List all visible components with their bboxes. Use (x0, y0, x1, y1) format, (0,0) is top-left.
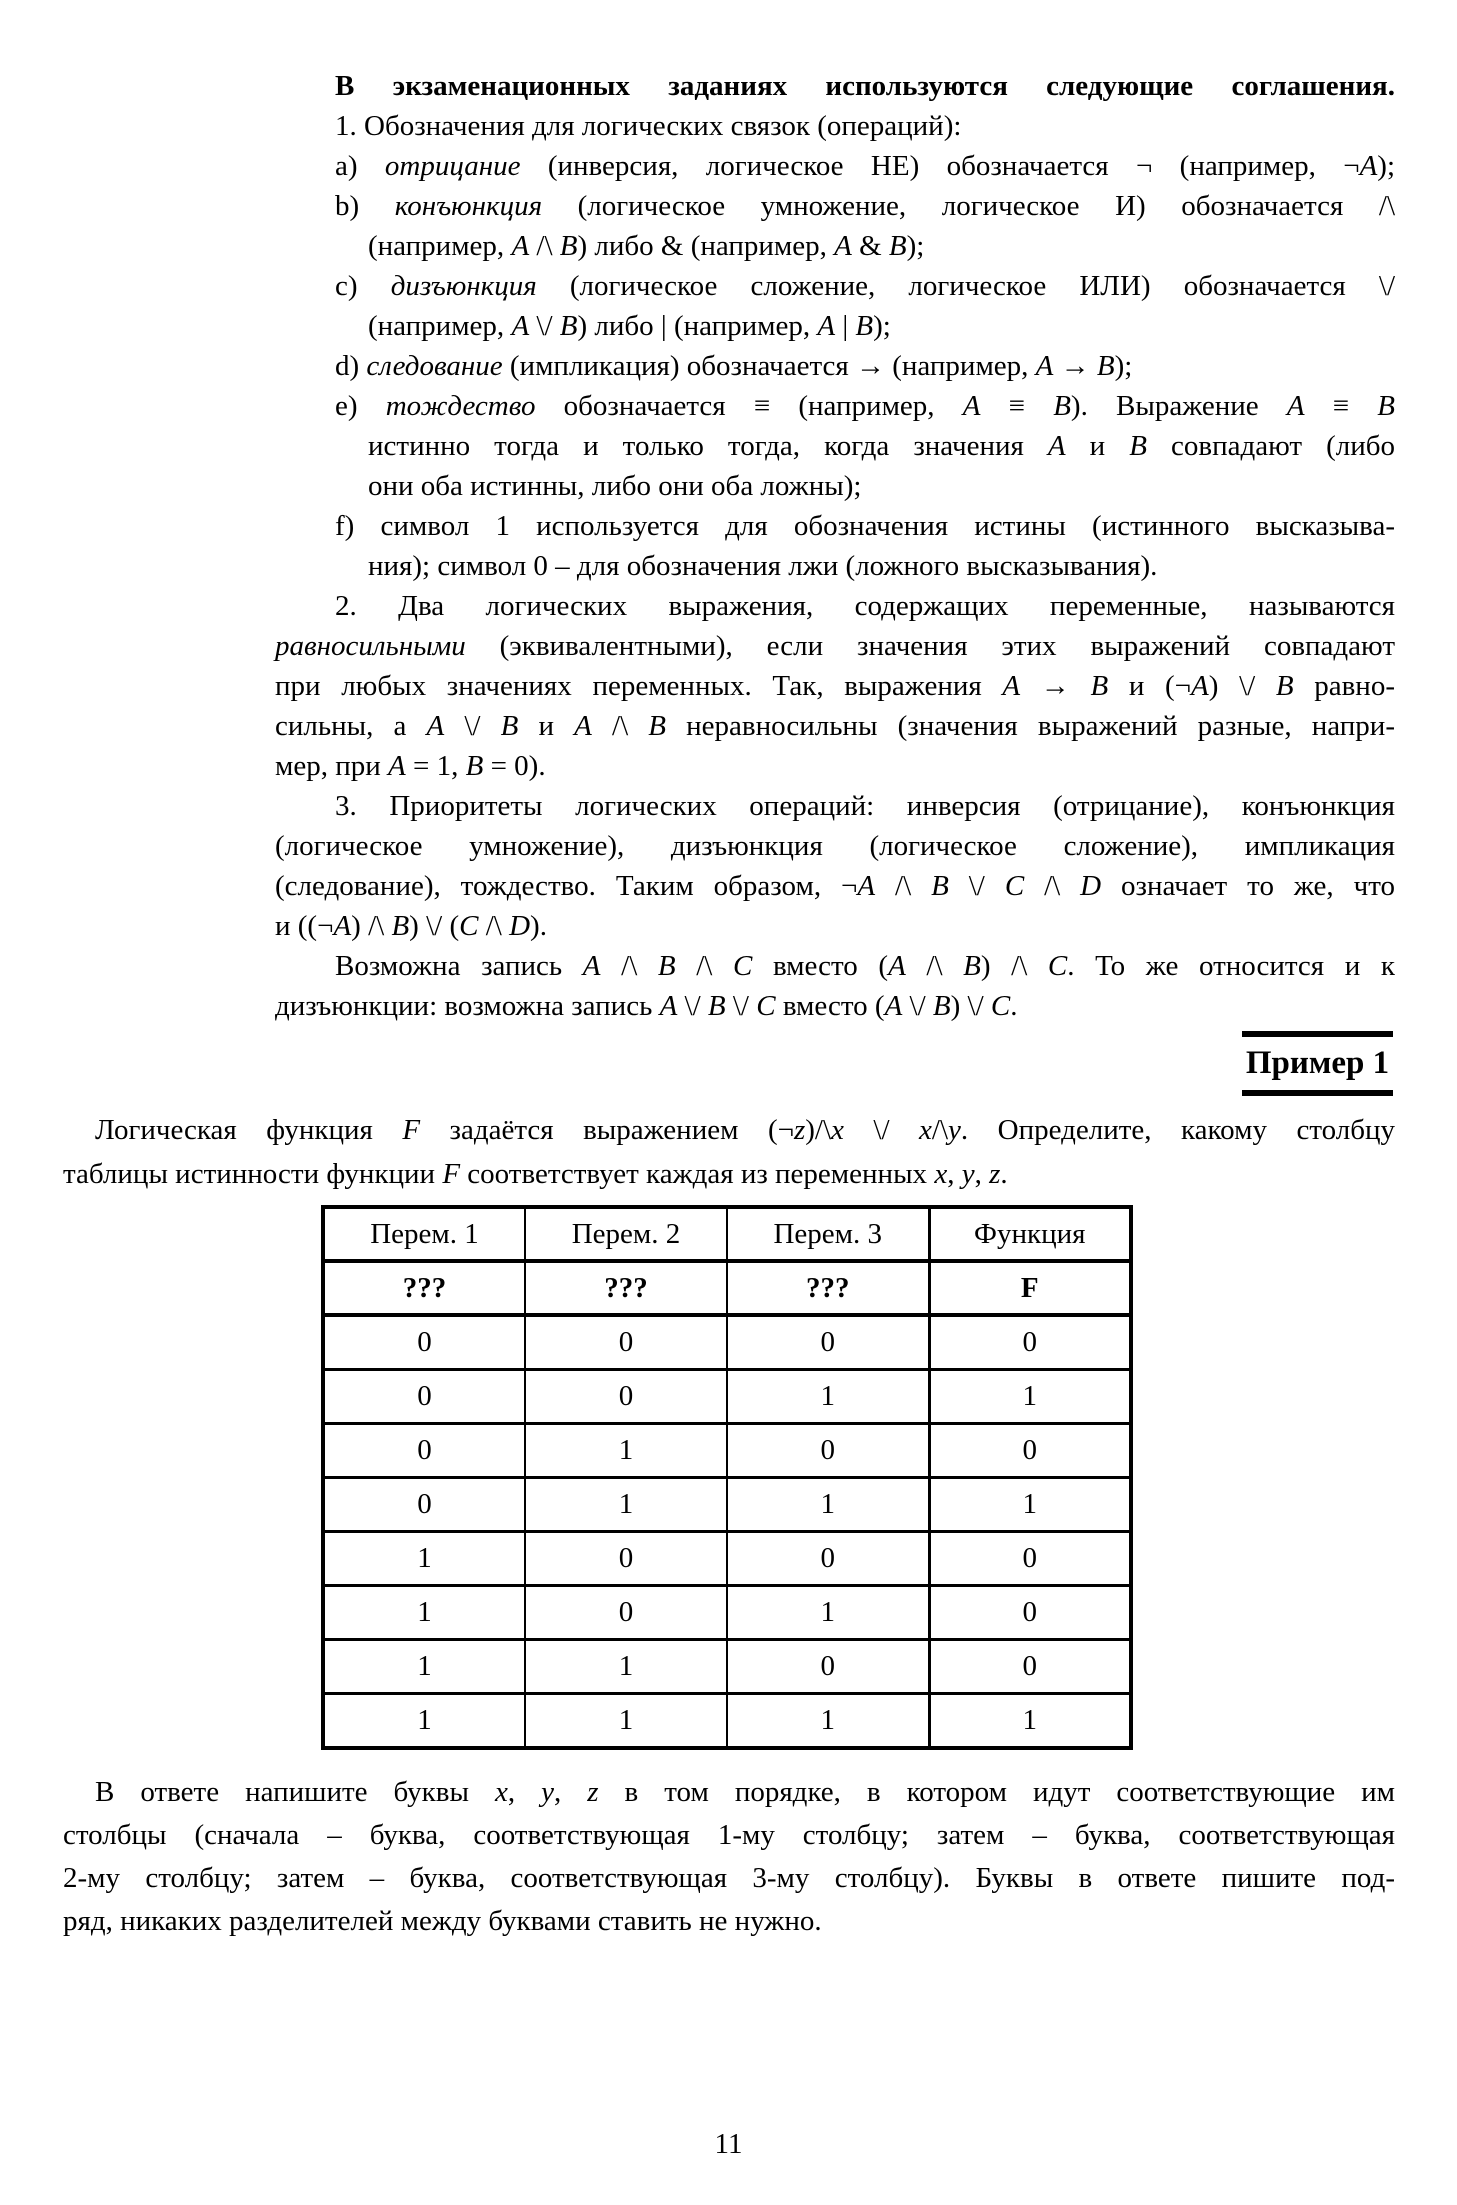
table-cell: 0 (929, 1640, 1131, 1694)
text-line: e) тождество обозначается ≡ (например, A ≡ B). Выражение A ≡ B (335, 390, 1396, 422)
text-line: (логическое умножение), дизъюнкция (логическое сложение), импликация (275, 830, 1395, 862)
text-line: столбцы (сначала – буква, соответствующая 1-му столбцу; затем – буква, соответствующая (63, 1819, 1395, 1851)
text-line: a) отрицание (инверсия, логическое НЕ) обозначается ¬ (например, ¬A); (335, 150, 1396, 182)
table-cell: 0 (525, 1315, 727, 1370)
table-cell: F (929, 1261, 1131, 1315)
text-line: (например, A /\ B) либо & (например, A & B); (368, 230, 925, 262)
text-line: В экзаменационных заданиях используются следующие соглашения. (335, 70, 1395, 102)
table-cell: 1 (323, 1586, 525, 1640)
table-row-header (323, 1207, 1131, 1261)
table-cell: 1 (525, 1478, 727, 1532)
table-cell: 0 (525, 1586, 727, 1640)
text-line: Возможна запись A /\ B /\ C вместо (A /\ B) /\ C. То же относится и к (335, 950, 1395, 982)
table-cell: 1 (727, 1694, 929, 1749)
table-cell: 1 (323, 1640, 525, 1694)
text-line: c) дизъюнкция (логическое сложение, логическое ИЛИ) обозначается \/ (335, 270, 1395, 302)
text-line: В ответе напишите буквы x, y, z в том порядке, в котором идут соответствующие им (95, 1776, 1396, 1808)
table-cell: 0 (727, 1640, 929, 1694)
page-number: 11 (714, 2128, 743, 2160)
text-line: 2. Два логических выражения, содержащих переменные, называются (335, 590, 1395, 622)
text-line: (например, A \/ B) либо | (например, A | B); (368, 310, 891, 342)
truth-table (321, 1205, 1133, 1750)
table-cell: 1 (929, 1478, 1131, 1532)
table-cell: ??? (323, 1261, 525, 1315)
table-cell: 1 (525, 1640, 727, 1694)
text-line: мер, при A = 1, B = 0). (275, 750, 546, 782)
text-line: f) символ 1 используется для обозначения истины (истинного высказыва- (335, 510, 1395, 542)
header-cell: Функция (929, 1207, 1131, 1261)
table-row-data-5 (323, 1586, 1131, 1640)
header-cell: Перем. 2 (525, 1207, 727, 1261)
text-line: и ((¬A) /\ B) \/ (C /\ D). (275, 910, 547, 942)
table-row-data-3 (323, 1478, 1131, 1532)
table-row-data-7 (323, 1694, 1131, 1749)
table-cell: 0 (525, 1370, 727, 1424)
table-cell: 1 (323, 1532, 525, 1586)
text-line: ния); символ 0 – для обозначения лжи (ложного высказывания). (368, 550, 1158, 582)
table-row-data-6 (323, 1640, 1131, 1694)
table-cell: 0 (727, 1532, 929, 1586)
table-cell: ??? (525, 1261, 727, 1315)
table-row-data-4 (323, 1532, 1131, 1586)
table-cell: 0 (323, 1370, 525, 1424)
table-row-data-0 (323, 1315, 1131, 1370)
text-line: таблицы истинности функции F соответствует каждая из переменных x, y, z. (63, 1158, 1008, 1190)
example-title: Пример 1 (1245, 1045, 1390, 1081)
table-cell: 1 (929, 1370, 1131, 1424)
header-cell: Перем. 1 (323, 1207, 525, 1261)
text-line: они оба истинны, либо они оба ложны); (368, 470, 862, 502)
text-line: дизъюнкции: возможна запись A \/ B \/ C вместо (A \/ B) \/ C. (275, 990, 1018, 1022)
table-cell: ??? (727, 1261, 929, 1315)
outro-paragraph (0, 1771, 1457, 1943)
table-cell: 0 (323, 1478, 525, 1532)
table-cell: 0 (929, 1532, 1131, 1586)
table-cell: 0 (727, 1315, 929, 1370)
text-line: 1. Обозначения для логических связок (операций): (335, 110, 962, 142)
text-line: сильны, а A \/ B и A /\ B неравносильны (значения выражений разные, напри- (275, 710, 1395, 742)
text-line: ряд, никаких разделителей между буквами ставить не нужно. (63, 1905, 822, 1937)
table-cell: 1 (525, 1694, 727, 1749)
text-line: истинно тогда и только тогда, когда значения A и B совпадают (либо (368, 430, 1395, 462)
table-cell: 0 (929, 1586, 1131, 1640)
table-cell: 1 (525, 1424, 727, 1478)
text-line: Логическая функция F задаётся выражением (¬z)/\x \/ x/\y. Определите, какому столбцу (95, 1114, 1395, 1146)
table-cell: 1 (727, 1478, 929, 1532)
table-cell: 1 (727, 1370, 929, 1424)
text-line: d) следование (импликация) обозначается → (например, A → B); (335, 350, 1133, 382)
text-line: при любых значениях переменных. Так, выражения A → B и (¬A) \/ B равно- (275, 670, 1395, 702)
table-cell: 1 (929, 1694, 1131, 1749)
table-cell: 0 (323, 1315, 525, 1370)
table-cell: 0 (525, 1532, 727, 1586)
example-heading (1242, 1031, 1393, 1096)
text-line: 3. Приоритеты логических операций: инверсия (отрицание), конъюнкция (335, 790, 1395, 822)
intro-paragraph (0, 1108, 1457, 1196)
table-row-data-1 (323, 1370, 1131, 1424)
table-cell: 0 (727, 1424, 929, 1478)
table-cell: 1 (727, 1586, 929, 1640)
header-cell: Перем. 3 (727, 1207, 929, 1261)
text-line: (следование), тождество. Таким образом, ¬A /\ B \/ C /\ D означает то же, что (275, 870, 1395, 902)
table-cell: 1 (323, 1694, 525, 1749)
table-row-data-2 (323, 1424, 1131, 1478)
table-cell: 0 (323, 1424, 525, 1478)
table-cell: 0 (929, 1424, 1131, 1478)
table-row-subheader (323, 1261, 1131, 1315)
conventions-section (0, 66, 1457, 1026)
text-line: b) конъюнкция (логическое умножение, логическое И) обозначается /\ (335, 190, 1395, 222)
text-line: равносильными (эквивалентными), если значения этих выражений совпадают (275, 630, 1395, 662)
table-cell: 0 (929, 1315, 1131, 1370)
text-line: 2-му столбцу; затем – буква, соответствующая 3-му столбцу). Буквы в ответе пишите под- (63, 1862, 1395, 1894)
